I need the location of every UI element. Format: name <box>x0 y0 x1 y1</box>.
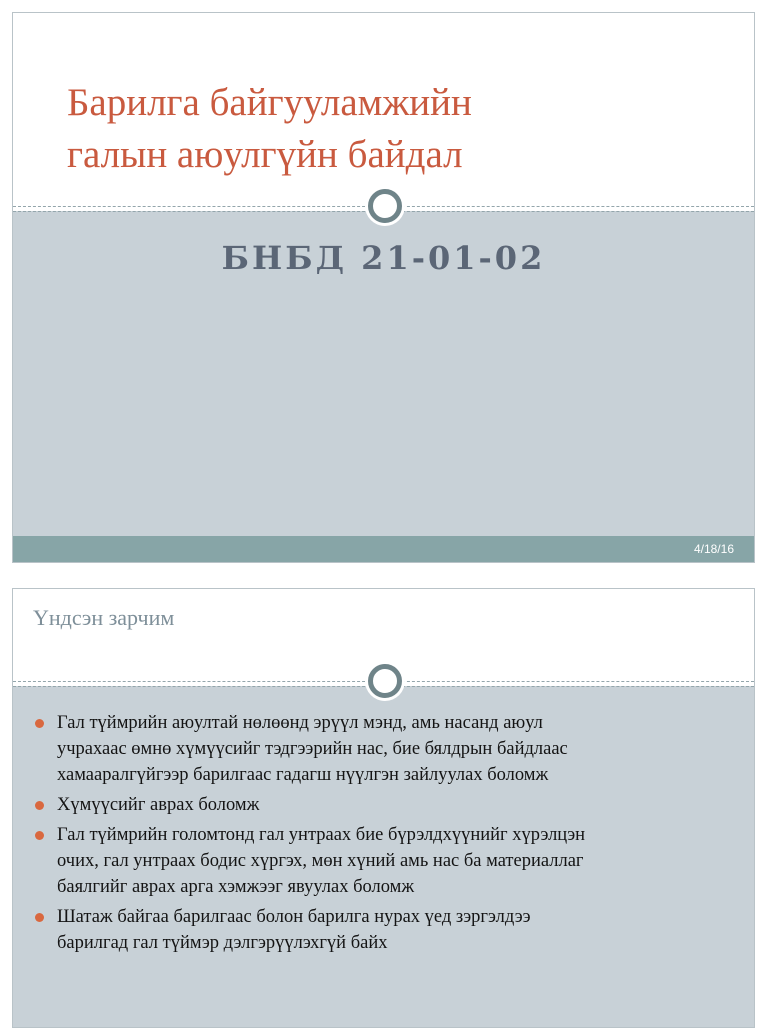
list-item-line: учрахаас өмнө хүмүүсийг тэдгээрийн нас, бие бялдрын байдлаас <box>57 739 568 759</box>
title-line-2: галын аюулгүйн байдал <box>67 133 463 176</box>
list-item-line: Хүмүүсийг аврах боломж <box>57 795 260 815</box>
footer-bar <box>13 536 754 562</box>
list-item-line: очих, гал унтраах бодис хүргэх, мөн хүний амь нас ба материаллаг <box>57 851 584 871</box>
bullet-icon <box>35 831 44 840</box>
slide-date: 4/18/16 <box>693 542 734 556</box>
list-item-line: Гал түймрийн голомтонд гал унтраах бие бүрэлдхүүнийг хүрэлцэн <box>57 825 586 845</box>
circle-ornament-icon <box>368 189 402 223</box>
list-item-line: Гал түймрийн аюултай нөлөөнд эрүүл мэнд, амь насанд аюул <box>57 713 543 733</box>
slide-title-text: Үндсэн зарчим <box>33 605 175 630</box>
list-item <box>33 904 743 956</box>
slide-title-text <box>67 77 707 181</box>
bullet-icon <box>35 719 44 728</box>
slide-subtitle: БНБД 21-01-02 <box>221 239 546 277</box>
slide-principles <box>12 588 755 1028</box>
list-item-line: баялгийг аврах арга хэмжээг явуулах боломж <box>57 877 415 897</box>
bullet-icon <box>35 801 44 810</box>
list-item-line: хамааралгүйгээр барилгаас гадагш нүүлгэн зайлуулах боломж <box>57 765 549 785</box>
slide-title <box>12 12 755 563</box>
title-area <box>13 13 754 211</box>
bullet-list <box>33 710 743 960</box>
list-item <box>33 710 743 788</box>
bullet-icon <box>35 913 44 922</box>
title-line-1: Барилга байгууламжийн <box>67 81 472 124</box>
list-item <box>33 822 743 900</box>
list-item-line: барилгад гал түймэр дэлгэрүүлэхгүй байх <box>57 933 388 953</box>
list-item-line: Шатаж байгаа барилгаас болон барилга нурах үед зэргэлдээ <box>57 907 531 927</box>
circle-ornament-icon <box>368 664 402 698</box>
list-item <box>33 792 743 818</box>
